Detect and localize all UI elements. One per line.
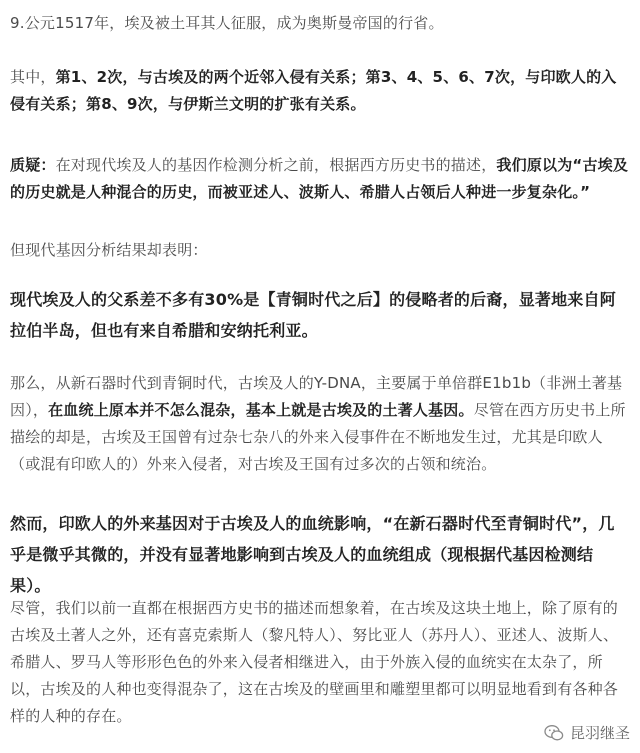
p3-label: 质疑： [10,156,56,174]
p6-normal-b: 尽管在西方历史书上所描绘的却是，古埃及王国曾有过杂七杂八的外来入侵事件在不断地发生过，尤其是印欧人（或混有印欧人的）外来入侵者，对古埃及王国有过多次的占领和统治。 [10,401,626,473]
p6-normal-a: 那么，从新石器时代到青铜时代，古埃及人的Y-DNA，主要属于单倍群E1b1b（非洲土著基因）， [10,374,623,419]
p3-normal: 在对现代埃及人的基因作检测分析之前，根据西方历史书的描述， [55,156,497,174]
paragraph-1: 9.公元1517年，埃及被土耳其人征服，成为奥斯曼帝国的行省。 [10,14,444,32]
watermark [544,722,630,743]
p2-bold: 第1、2次，与古埃及的两个近邻入侵有关系；第3、4、5、6、7次，与印欧人的入侵有关系；第8、9次，与伊斯兰文明的扩张有关系。 [10,68,617,113]
watermark-text: 昆羽继圣 [569,724,630,742]
paragraph-6 [10,370,630,478]
p2-intro: 其中， [10,68,56,86]
paragraph-3 [10,152,630,206]
paragraph-2 [10,64,630,118]
p6-bold: 在血统上原本并不怎么混杂，基本上就是古埃及的土著人基因。 [48,401,474,419]
p3-bold: 我们原以为“古埃及的历史就是人种混合的历史，而被亚述人、波斯人、希腊人占领后人种进一步复杂化。” [10,156,629,201]
paragraph-7: 然而，印欧人的外来基因对于古埃及人的血统影响，“在新石器时代至青铜时代”，几乎是微乎其微的，并没有显著地影响到古埃及人的血统组成（现根据代基因检测结果）。 [10,514,615,595]
wechat-icon [544,723,564,743]
paragraph-5: 现代埃及人的父系差不多有30%是【青铜时代之后】的侵略者的后裔，显著地来自阿拉伯半岛，但也有来自希腊和安纳托利亚。 [10,290,616,340]
paragraph-8: 尽管，我们以前一直都在根据西方史书的描述而想象着，在古埃及这块土地上，除了原有的古埃及土著人之外，还有喜克索斯人（黎凡特人）、努比亚人（苏丹人）、亚述人、波斯人、希腊人、罗马人等形形色色的外来入侵者相继进入，由于外族入侵的血统实在太杂了，所以，古埃及的人种也变得混杂了，这在古埃及的壁画里和雕塑里都可以明显地看到有各种各样的人种的存在。 [10,599,619,725]
paragraph-4: 但现代基因分析结果却表明： [10,241,208,259]
